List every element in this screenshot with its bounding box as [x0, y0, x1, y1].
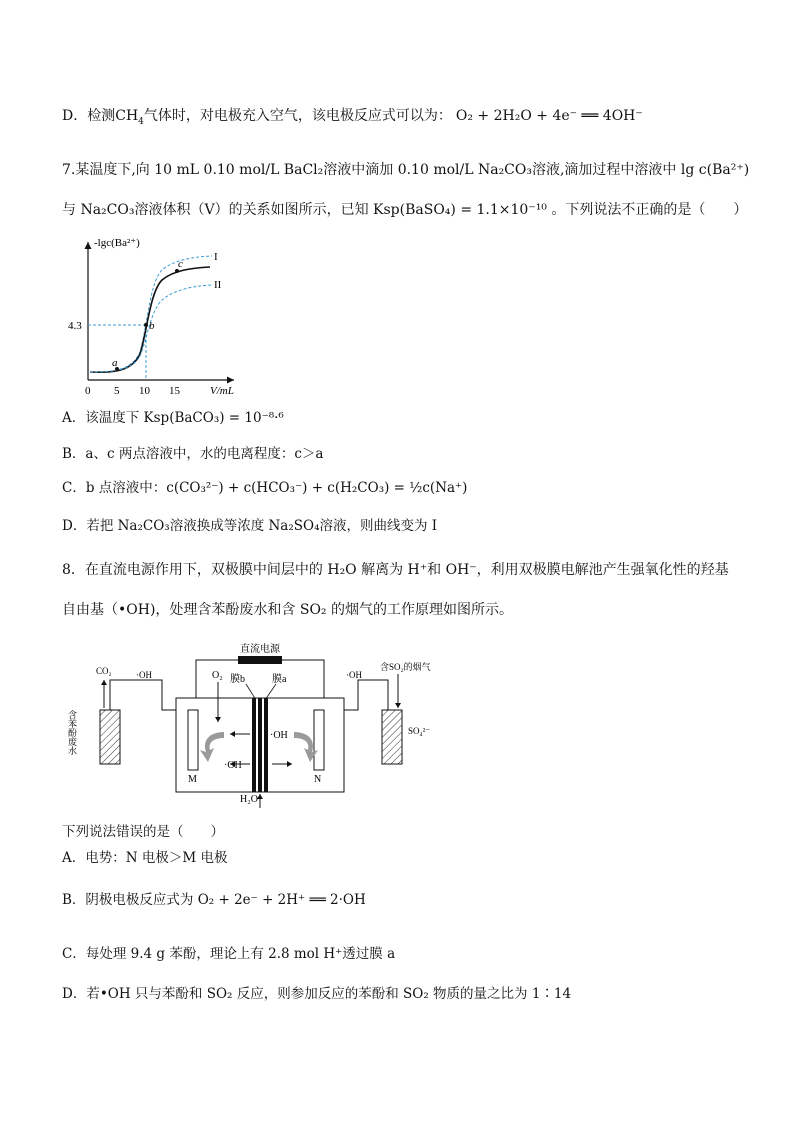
q8-stem-line2: 自由基（•OH)，处理含苯酚废水和含 SO₂ 的烟气的工作原理如图所示。 [62, 602, 513, 618]
q7-chart [62, 232, 262, 402]
q6-option-d [62, 106, 643, 132]
oh-label-right: ·OH [346, 670, 362, 680]
membrane-a-label: 膜a [272, 674, 287, 685]
wire-right [282, 660, 324, 698]
x-tick-0: 0 [85, 385, 91, 397]
membrane-b [252, 698, 256, 792]
left-oh-pipe [110, 680, 176, 710]
q7-option-b: B．a、c 两点溶液中，水的电离程度：c＞a [62, 446, 324, 462]
electrode-n-label: N [314, 774, 322, 785]
q7-option-c: C．b 点溶液中：c(CO₃²⁻) + c(HCO₃⁻) + c(H₂CO₃) = ½c(Na⁺) [62, 480, 468, 496]
membrane-middle-layer [258, 698, 262, 792]
flue-gas-label: 含SO₂的烟气 [380, 662, 431, 672]
q6-d-formula-sub: 4 [138, 116, 144, 127]
x-axis-label: V/mL [210, 385, 234, 397]
y-axis-label: -lgc(Ba²⁺) [94, 237, 140, 249]
q8-option-d: D．若•OH 只与苯酚和 SO₂ 反应，则参加反应的苯酚和 SO₂ 物质的量之比为 1∶14 [62, 986, 572, 1002]
x-tick-10: 10 [139, 385, 150, 397]
point-a-label: a [112, 357, 118, 369]
electrode-m [188, 710, 198, 770]
q7-stem-line1: 7.某温度下,向 10 mL 0.10 mol/L BaCl₂溶液中滴加 0.10 mol/L Na₂CO₃溶液,滴加过程中溶液中 lg c(Ba²⁺) [62, 162, 750, 178]
q7-option-a: A．该温度下 Ksp(BaCO₃) = 10⁻⁸·⁶ [62, 410, 284, 426]
point-b [144, 323, 148, 327]
q8-option-b: B．阴极电极反应式为 O₂ + 2e⁻ + 2H⁺ ══ 2·OH [62, 892, 366, 908]
sulfate-label: SO₄²⁻ [408, 726, 431, 736]
point-c-label: c [178, 258, 183, 270]
q6-d-equation: O₂ + 2H₂O + 4e⁻ ══ 4OH⁻ [455, 108, 643, 124]
q8-option-a: A．电势：N 电极＞M 电极 [62, 850, 228, 866]
q6-d-formula: CH [115, 108, 139, 124]
series-label-I: I [214, 251, 218, 263]
right-tower [382, 710, 402, 764]
co2-label: CO₂ [96, 666, 112, 676]
oh-inside-right: ·OH [270, 730, 288, 741]
membrane-a [264, 698, 268, 792]
electrode-n [314, 710, 324, 770]
waste-water-label: 含苯酚废水 [67, 710, 77, 755]
curve-I [90, 256, 212, 372]
q6-d-prefix: D．检测 [62, 108, 116, 124]
x-tick-15: 15 [169, 385, 180, 397]
power-source [238, 656, 282, 664]
oh-inside-left: ·OH [224, 760, 242, 771]
q8-option-c: C．每处理 9.4 g 苯酚，理论上有 2.8 mol H⁺透过膜 a [62, 946, 396, 962]
left-reaction-arrow [200, 732, 224, 762]
q8-stem-line1: 8．在直流电源作用下，双极膜中间层中的 H₂O 解离为 H⁺和 OH⁻，利用双极膜电解池产生强氧化性的羟基 [62, 562, 729, 578]
x-tick-5: 5 [114, 385, 120, 397]
h2o-label: H₂O [240, 794, 258, 805]
q7-stem-line2: 与 Na₂CO₃溶液体积（V）的关系如图所示，已知 Ksp(BaSO₄) = 1.1×10⁻¹⁰ 。下列说法不正确的是（ ） [62, 202, 748, 218]
q6-d-text: 气体时，对电极充入空气，该电极反应式可以为： [143, 108, 452, 124]
power-source-label: 直流电源 [240, 644, 280, 655]
series-label-II: II [214, 279, 222, 291]
q8-question: 下列说法错误的是（ ） [62, 824, 224, 840]
left-tower [100, 710, 120, 764]
q8-electrolysis-diagram [62, 640, 462, 810]
o2-label: O₂ [212, 670, 223, 681]
y-tick-4-3: 4.3 [68, 320, 82, 332]
q7-option-d: D．若把 Na₂CO₃溶液换成等浓度 Na₂SO₄溶液，则曲线变为 I [62, 518, 438, 534]
oh-label-left: ·OH [136, 670, 152, 680]
right-oh-pipe [344, 680, 388, 710]
membrane-b-label: 膜b [230, 674, 245, 685]
point-b-label: b [149, 320, 155, 332]
electrode-m-label: M [188, 774, 197, 785]
